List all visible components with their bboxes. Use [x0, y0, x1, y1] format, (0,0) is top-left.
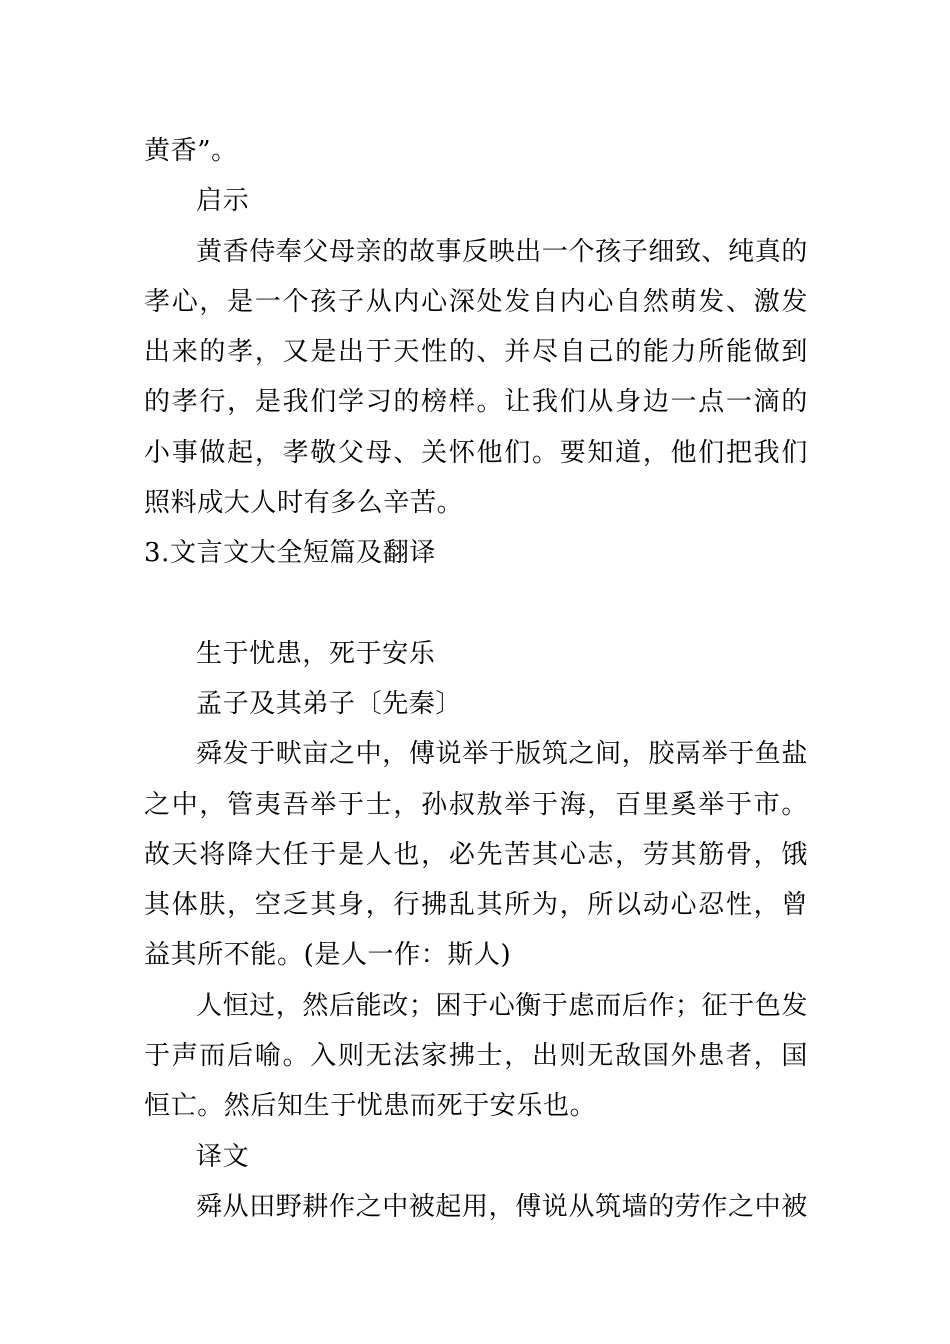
document-body: [144, 126, 808, 1232]
heading-yiwen: 译文: [196, 1141, 250, 1172]
translation-paragraph-1: 舜从田野耕作之中被起用，傅说从筑墙的劳作之中被: [196, 1191, 808, 1222]
poem-paragraph-1: 舜发于畎亩之中，傅说举于版筑之间，胶鬲举于鱼盐之中，管夷吾举于士，孙叔敖举于海，百里奚举于市。故天将降大任于是人也，必先苦其心志，劳其筋骨，饿其体肤，空乏其身，行拂乱其所为，所以动心忍性，曾益其所不能。(是人一作：斯人): [144, 739, 808, 971]
paragraph-huangxiang-end: 黄香”。: [144, 136, 238, 166]
paragraph-qishi-body: 黄香侍奉父母亲的故事反映出一个孩子细致、纯真的孝心，是一个孩子从内心深处发自内心自然萌发、激发出来的孝，又是出于天性的、并尽自己的能力所能做到的孝行，是我们学习的榜样。让我们从身边一点一滴的小事做起，孝敬父母、关怀他们。要知道，他们把我们照料成大人时有多么辛苦。: [144, 236, 808, 519]
poem-paragraph-2: 人恒过，然后能改；困于心衡于虑而后作；征于色发于声而后喻。入则无法家拂士，出则无敌国外患者，国恒亡。然后知生于忧患而死于安乐也。: [144, 990, 808, 1122]
blank-line: [144, 579, 808, 629]
heading-qishi: 启示: [196, 186, 250, 217]
section-heading-3: 3.文言文大全短篇及翻译: [144, 538, 437, 569]
poem-author: 孟子及其弟子〔先秦〕: [196, 688, 463, 719]
poem-title: 生于忧患，死于安乐: [196, 638, 436, 669]
